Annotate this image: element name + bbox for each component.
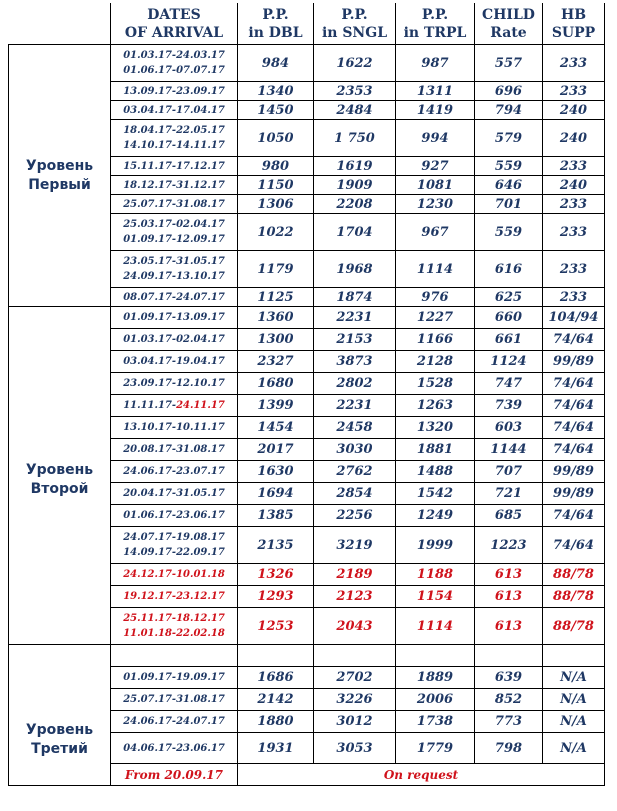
dates-line: 14.09.17-22.09.17 [123,547,225,558]
dbl-cell: 1360 [238,307,314,329]
price-table-body [9,45,605,786]
dates-line: 19.12.17-23.12.17 [123,591,225,602]
trpl-cell: 976 [396,288,475,307]
trpl-cell: 1166 [396,329,475,351]
hb-cell: 74/64 [543,329,605,351]
trpl-cell: 1881 [396,439,475,461]
child-cell: 579 [475,120,543,157]
dbl-cell: 1293 [238,586,314,608]
dates-line: 14.10.17-14.11.17 [123,140,225,151]
hb-cell: 88/78 [543,586,605,608]
hb-cell: 88/78 [543,564,605,586]
dbl-cell: 1306 [238,195,314,214]
hb-cell: 233 [543,288,605,307]
sngl-cell: 2484 [314,101,396,120]
child-cell: 646 [475,176,543,195]
hb-cell: 99/89 [543,461,605,483]
dates-line: 25.11.17-18.12.17 [123,613,225,624]
level-label-line2: Третий [31,741,88,757]
sngl-cell: 2208 [314,195,396,214]
dates-line: 01.06.17-07.07.17 [123,65,225,76]
dates-cell [111,439,238,461]
table-row [9,45,605,82]
dates-cell [111,351,238,373]
dbl-cell: 984 [238,45,314,82]
sngl-cell: 1 750 [314,120,396,157]
level-label-line1: Уровень [25,461,94,478]
trpl-cell: 967 [396,214,475,251]
hb-cell: 240 [543,176,605,195]
child-cell: 852 [475,689,543,711]
level-label [9,307,111,645]
trpl-cell: 1311 [396,82,475,101]
child-cell: 613 [475,564,543,586]
price-table [8,3,605,786]
dbl-cell: 1300 [238,329,314,351]
sngl-cell: 2458 [314,417,396,439]
dates-line: 20.08.17-31.08.17 [123,444,225,455]
child-cell: 625 [475,288,543,307]
dates-cell [111,288,238,307]
dates-line: 11.01.18-22.02.18 [123,628,225,639]
sngl-cell: 2854 [314,483,396,505]
hb-cell: N/A [543,689,605,711]
sngl-cell: 1704 [314,214,396,251]
empty-cell [111,645,238,667]
child-cell: 559 [475,214,543,251]
dates-cell [111,82,238,101]
dates-cell [111,195,238,214]
dbl-cell: 1630 [238,461,314,483]
empty-cell [238,645,314,667]
sngl-cell: 2353 [314,82,396,101]
dates-cell [111,417,238,439]
hb-cell: N/A [543,733,605,764]
dates-cell [111,307,238,329]
trpl-cell: 2006 [396,689,475,711]
dates-cell [111,101,238,120]
trpl-cell: 1419 [396,101,475,120]
header-row [9,3,605,45]
trpl-cell: 1738 [396,711,475,733]
trpl-cell: 1188 [396,564,475,586]
sngl-cell: 1968 [314,251,396,288]
sngl-cell: 2123 [314,586,396,608]
on-request-cell: On request [238,764,605,786]
trpl-cell: 1263 [396,395,475,417]
dates-line: 01.06.17-23.06.17 [123,510,225,521]
hb-cell: 74/64 [543,527,605,564]
dates-cell [111,395,238,417]
dates-line: 24.12.17-10.01.18 [123,569,225,580]
dbl-cell: 1179 [238,251,314,288]
hb-cell: 233 [543,214,605,251]
dbl-cell: 1399 [238,395,314,417]
dbl-cell: 1253 [238,608,314,645]
child-cell: 721 [475,483,543,505]
child-cell: 1144 [475,439,543,461]
dates-line: 25.07.17-31.08.17 [123,198,225,210]
table-row [9,307,605,329]
child-cell: 685 [475,505,543,527]
dates-cell [111,120,238,157]
sngl-header: P.P. in SNGL [314,3,396,45]
dates-cell: 25.07.17-31.08.17 [111,689,238,711]
hb-cell: 99/89 [543,483,605,505]
level-label-line1: Уровень [25,722,94,738]
trpl-cell: 1528 [396,373,475,395]
dates-cell [111,214,238,251]
sngl-cell: 3012 [314,711,396,733]
child-header: CHILD Rate [475,3,543,45]
dates-header: DATES OF ARRIVAL [111,3,238,45]
dates-line: 03.04.17-17.04.17 [123,104,225,116]
dbl-cell: 1694 [238,483,314,505]
sngl-cell: 2762 [314,461,396,483]
table-row-blank [9,645,605,667]
dbl-cell: 2327 [238,351,314,373]
dates-cell [111,176,238,195]
trpl-cell: 1249 [396,505,475,527]
level-label-line1: Уровень [25,157,94,174]
sngl-cell: 2043 [314,608,396,645]
hb-cell: 74/64 [543,417,605,439]
trpl-cell: 1999 [396,527,475,564]
sngl-cell: 1622 [314,45,396,82]
trpl-cell: 1488 [396,461,475,483]
dbl-cell: 1931 [238,733,314,764]
level-header [9,3,111,45]
sngl-cell: 3030 [314,439,396,461]
trpl-cell: 1889 [396,667,475,689]
child-cell: 696 [475,82,543,101]
hb-cell: 233 [543,45,605,82]
dates-cell: 04.06.17-23.06.17 [111,733,238,764]
dates-cell [111,564,238,586]
dates-cell: 24.06.17-24.07.17 [111,711,238,733]
hb-cell: 233 [543,195,605,214]
hb-header: HB SUPP [543,3,605,45]
dates-line: 15.11.17-17.12.17 [123,160,225,172]
child-cell: 660 [475,307,543,329]
dates-line: 01.09.17-13.09.17 [123,312,225,323]
empty-cell [543,645,605,667]
hb-cell: 233 [543,157,605,176]
child-cell: 773 [475,711,543,733]
child-cell: 616 [475,251,543,288]
sngl-cell: 1909 [314,176,396,195]
child-cell: 701 [475,195,543,214]
hb-cell: 233 [543,82,605,101]
hb-cell: 74/64 [543,395,605,417]
sngl-cell: 1874 [314,288,396,307]
dates-line: 18.12.17-31.12.17 [123,179,225,191]
trpl-cell: 1779 [396,733,475,764]
dates-cell [111,251,238,288]
hb-cell: 88/78 [543,608,605,645]
trpl-cell: 987 [396,45,475,82]
dbl-header: P.P. in DBL [238,3,314,45]
trpl-cell: 1230 [396,195,475,214]
child-cell: 739 [475,395,543,417]
empty-cell [396,645,475,667]
dates-cell [111,586,238,608]
trpl-header: P.P. in TRPL [396,3,475,45]
trpl-cell: 1114 [396,608,475,645]
trpl-cell: 1114 [396,251,475,288]
hb-cell: 99/89 [543,351,605,373]
hb-cell: 240 [543,101,605,120]
trpl-cell: 1542 [396,483,475,505]
child-cell: 613 [475,586,543,608]
empty-cell [475,645,543,667]
dates-cell [111,373,238,395]
dates-line: 13.10.17-10.11.17 [123,422,225,433]
dates-line: 24.07.17-19.08.17 [123,532,225,543]
hb-cell: 74/64 [543,373,605,395]
sngl-cell: 3226 [314,689,396,711]
dates-line: 24.09.17-13.10.17 [123,271,225,282]
dates-line: 13.09.17-23.09.17 [123,85,225,97]
sngl-cell: 2153 [314,329,396,351]
sngl-cell: 3873 [314,351,396,373]
dbl-cell: 1450 [238,101,314,120]
trpl-cell: 1320 [396,417,475,439]
dates-cell [111,157,238,176]
dbl-cell: 1686 [238,667,314,689]
sngl-cell: 2231 [314,307,396,329]
dates-line: 01.03.17-24.03.17 [123,50,225,61]
dates-cell: 01.09.17-19.09.17 [111,667,238,689]
child-cell: 747 [475,373,543,395]
sngl-cell: 3053 [314,733,396,764]
hb-cell: 104/94 [543,307,605,329]
child-cell: 613 [475,608,543,645]
hb-cell: N/A [543,711,605,733]
dbl-cell: 2017 [238,439,314,461]
sngl-cell: 2256 [314,505,396,527]
dates-line: 01.09.17-12.09.17 [123,234,225,245]
dbl-cell: 1125 [238,288,314,307]
sngl-cell: 2802 [314,373,396,395]
sngl-cell: 2702 [314,667,396,689]
trpl-cell: 927 [396,157,475,176]
dbl-cell: 1326 [238,564,314,586]
dbl-cell: 1022 [238,214,314,251]
dbl-cell: 1340 [238,82,314,101]
dates-line: 23.09.17-12.10.17 [123,378,225,389]
child-cell: 1124 [475,351,543,373]
dates-cell [111,329,238,351]
trpl-cell: 2128 [396,351,475,373]
from-date-cell: From 20.09.17 [111,764,238,786]
dates-cell [111,505,238,527]
child-cell: 1223 [475,527,543,564]
level-label-line2: Первый [28,176,91,193]
sngl-cell: 3219 [314,527,396,564]
level-label [9,645,111,786]
child-cell: 707 [475,461,543,483]
dates-line: 23.05.17-31.05.17 [123,256,225,267]
dbl-cell: 2142 [238,689,314,711]
dates-line: 20.04.17-31.05.17 [123,488,225,499]
dates-part-red: 24.11.17 [176,400,225,411]
dbl-cell: 1680 [238,373,314,395]
trpl-cell: 1227 [396,307,475,329]
child-cell: 557 [475,45,543,82]
sngl-cell: 2189 [314,564,396,586]
dates-line: 08.07.17-24.07.17 [123,291,225,303]
dates-line: 01.03.17-02.04.17 [123,334,225,345]
sngl-cell: 1619 [314,157,396,176]
dates-cell [111,483,238,505]
hb-cell: 233 [543,251,605,288]
dates-line: 18.04.17-22.05.17 [123,125,225,136]
trpl-cell: 1154 [396,586,475,608]
dbl-cell: 1454 [238,417,314,439]
level-label-line2: Второй [30,480,89,497]
dbl-cell: 980 [238,157,314,176]
hb-cell: N/A [543,667,605,689]
trpl-cell: 994 [396,120,475,157]
level-label [9,45,111,307]
dbl-cell: 1880 [238,711,314,733]
child-cell: 559 [475,157,543,176]
child-cell: 798 [475,733,543,764]
dates-line: 24.06.17-23.07.17 [123,466,225,477]
child-cell: 794 [475,101,543,120]
dates-cell [111,461,238,483]
dbl-cell: 1150 [238,176,314,195]
dbl-cell: 2135 [238,527,314,564]
hb-cell: 240 [543,120,605,157]
trpl-cell: 1081 [396,176,475,195]
empty-cell [314,645,396,667]
child-cell: 639 [475,667,543,689]
dbl-cell: 1050 [238,120,314,157]
dates-line: 25.03.17-02.04.17 [123,219,225,230]
dbl-cell: 1385 [238,505,314,527]
dates-cell [111,527,238,564]
dates-line [111,398,237,413]
sngl-cell: 2231 [314,395,396,417]
dates-cell [111,45,238,82]
hb-cell: 74/64 [543,439,605,461]
child-cell: 603 [475,417,543,439]
dates-line: 03.04.17-19.04.17 [123,356,225,367]
dates-part: 11.11.17- [123,400,177,411]
hb-cell: 74/64 [543,505,605,527]
dates-cell [111,608,238,645]
child-cell: 661 [475,329,543,351]
